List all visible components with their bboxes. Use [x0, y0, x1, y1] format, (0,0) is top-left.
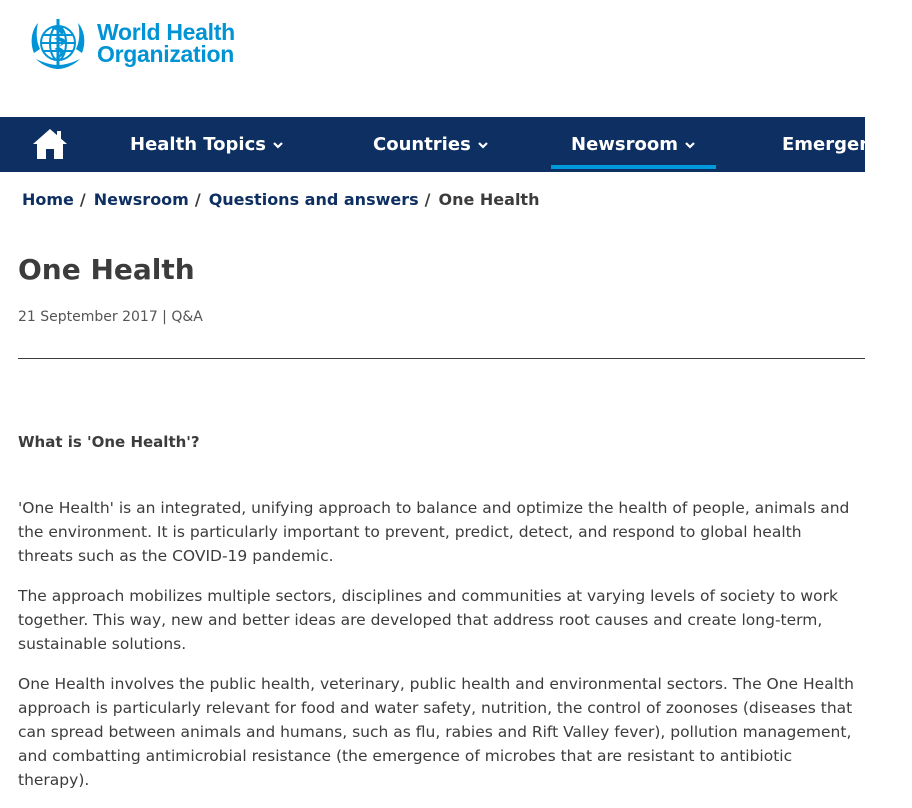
who-logo[interactable]: [26, 13, 235, 73]
nav-countries[interactable]: [373, 117, 489, 172]
home-button[interactable]: [30, 126, 70, 162]
chevron-down-icon: [684, 139, 696, 151]
chevron-down-icon: [272, 139, 284, 151]
article-meta: 21 September 2017 | Q&A: [18, 309, 203, 325]
breadcrumb-questions-and-answers[interactable]: Questions and answers: [208, 190, 419, 209]
home-icon: [31, 127, 69, 161]
breadcrumb-current: One Health: [438, 190, 540, 209]
logo-line-2: Organization: [97, 41, 234, 67]
nav-health-topics[interactable]: [130, 117, 284, 172]
breadcrumb-separator: /: [79, 190, 86, 209]
nav-countries-label: Countries: [373, 134, 471, 155]
divider: [18, 358, 865, 359]
main-nav: [0, 117, 912, 172]
breadcrumb-home[interactable]: Home: [22, 190, 74, 209]
paragraph: 'One Health' is an integrated, unifying approach to balance and optimize the health of people, animals and the environment. It is particularly important to prevent, predict, detect, and respond to global health threats such as the COVID-19 pandemic.: [18, 499, 850, 565]
nav-emergencies[interactable]: [782, 117, 912, 172]
nav-newsroom-label: Newsroom: [571, 134, 678, 155]
article-body: [18, 496, 858, 808]
who-emblem-icon: [26, 13, 90, 73]
logo-line-1: World Health: [97, 19, 235, 45]
nav-newsroom[interactable]: [571, 117, 696, 172]
paragraph: One Health involves the public health, veterinary, public health and environmental sectors. The One Health approach is particularly relevant for food and water safety, nutrition, the control of zoonoses (diseases that can spread between animals and humans, such as flu, rabies and Rift Valley fever), pollution management, and combatting antimicrobial resistance (the emergence of microbes that are resistant to antibiotic therapy).: [18, 675, 854, 789]
breadcrumb-separator: /: [424, 190, 431, 209]
chevron-down-icon: [477, 139, 489, 151]
question-heading: What is 'One Health'?: [18, 433, 200, 451]
breadcrumb: [22, 190, 539, 209]
breadcrumb-newsroom[interactable]: Newsroom: [93, 190, 189, 209]
breadcrumb-separator: /: [194, 190, 201, 209]
who-wordmark: [97, 21, 235, 65]
nav-health-topics-label: Health Topics: [130, 134, 266, 155]
nav-emergencies-label: Emergencies: [782, 134, 912, 155]
page-title: One Health: [18, 253, 195, 286]
paragraph: The approach mobilizes multiple sectors, disciplines and communities at varying levels of society to work together. This way, new and better ideas are developed that address root causes and create long-term, sustainable solutions.: [18, 587, 838, 653]
